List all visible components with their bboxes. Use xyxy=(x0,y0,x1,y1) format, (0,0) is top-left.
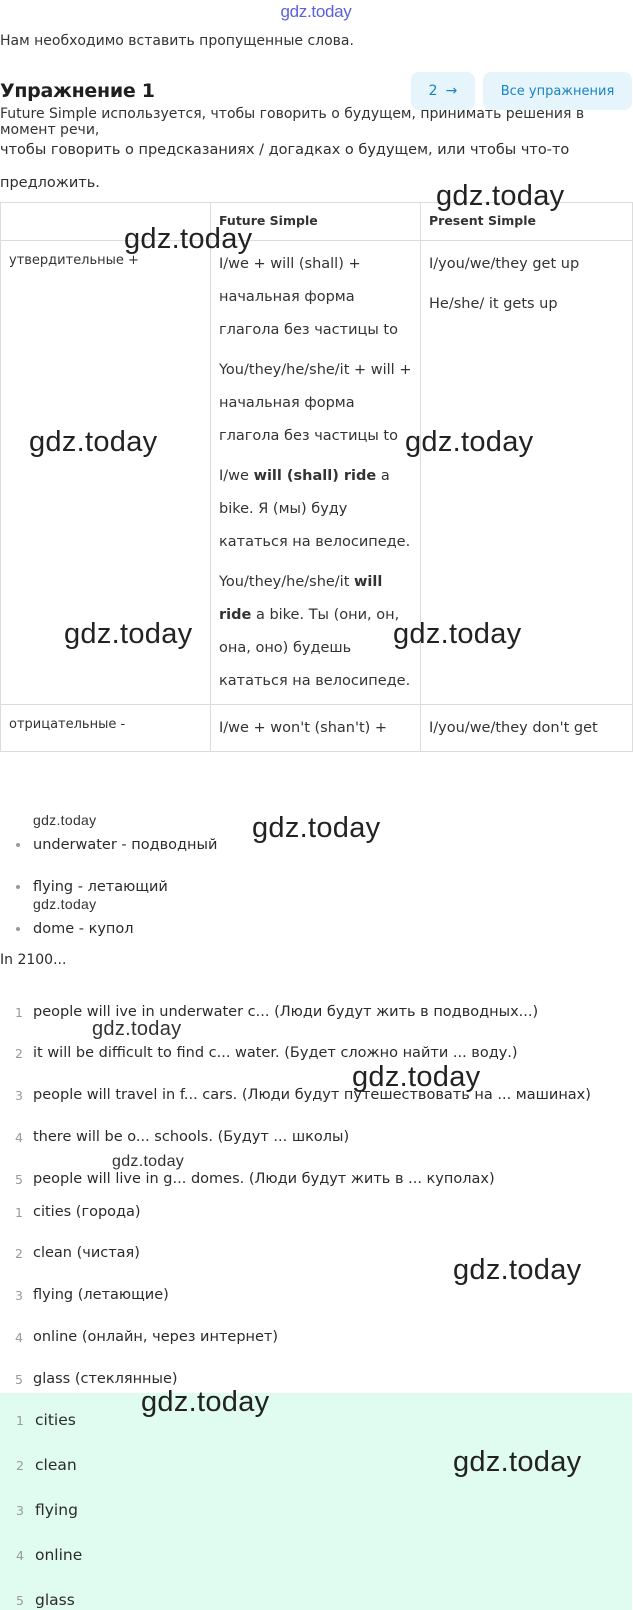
paragraph-text: чтобы говорить о предсказаниях / догадках о будущем, или чтобы что-то предложить. xyxy=(0,142,570,191)
bullet-icon xyxy=(16,843,20,847)
table-header-cell: Future Simple xyxy=(211,203,421,241)
exercise-title: Упражнение 1 xyxy=(0,80,155,102)
present-simple-cell xyxy=(421,241,633,705)
rule-text: I/we + won't (shan't) + xyxy=(219,720,388,736)
table-header-cell: Present Simple xyxy=(421,203,633,241)
watermark: gdz.today xyxy=(33,896,97,912)
table-row xyxy=(1,705,633,752)
intro-text: Нам необходимо вставить пропущенные слова. xyxy=(0,33,354,49)
rule-text: I/you/we/they don't get xyxy=(429,720,598,736)
future-simple-cell xyxy=(211,241,421,705)
future-simple-cell xyxy=(211,705,421,752)
next-exercise-label: 2 xyxy=(428,83,438,99)
site-logo[interactable]: gdz.today xyxy=(280,2,352,21)
rule-text: He/she/ it gets up xyxy=(429,296,558,312)
example-text: You/they/he/she/it will ride a bike. Ты (они, он, она, оно) будешь кататься на велосипеде. xyxy=(219,574,411,689)
bullet-icon xyxy=(16,927,20,931)
row-type-cell: утвердительные + xyxy=(1,241,211,705)
next-exercise-button[interactable] xyxy=(411,72,475,110)
grammar-table-wrap xyxy=(0,202,632,827)
present-simple-cell xyxy=(421,705,633,752)
rule-text: You/they/he/she/it + will + начальная форма глагола без частицы to xyxy=(219,362,412,444)
watermark: gdz.today xyxy=(352,1061,481,1093)
row-type-cell: отрицательные - xyxy=(1,705,211,752)
table-header-row xyxy=(1,203,633,241)
paragraph-cut-line: Future Simple используется, чтобы говорить о будущем, принимать решения в момент речи, xyxy=(0,106,585,138)
grammar-table xyxy=(0,202,633,752)
answer-box: 1 cities 2 clean 3 flying 4 online 5 glass xyxy=(0,1393,632,1610)
watermark: gdz.today xyxy=(405,426,534,458)
rule-text: I/you/we/they get up xyxy=(429,256,580,272)
table-header-cell xyxy=(1,203,211,241)
bullet-icon xyxy=(16,885,20,889)
watermark: gdz.today xyxy=(141,1386,270,1418)
watermark: gdz.today xyxy=(124,223,253,255)
example-text: I/we will (shall) ride a bike. Я (мы) буду кататься на велосипеде. xyxy=(219,468,411,550)
rule-text: I/we + will (shall) + начальная форма глагола без частицы to xyxy=(219,256,398,338)
all-exercises-button[interactable]: Все упражнения xyxy=(483,72,632,110)
watermark: gdz.today xyxy=(453,1446,582,1478)
arrow-right-icon: → xyxy=(445,83,458,99)
year-heading: In 2100... xyxy=(0,952,67,968)
watermark: gdz.today xyxy=(453,1254,582,1286)
watermark: gdz.today xyxy=(393,618,522,650)
table-row xyxy=(1,241,633,705)
watermark: gdz.today xyxy=(33,812,97,828)
watermark: gdz.today xyxy=(92,1018,182,1040)
watermark: gdz.today xyxy=(64,618,193,650)
watermark: gdz.today xyxy=(436,180,565,212)
watermark: gdz.today xyxy=(252,812,381,844)
watermark: gdz.today xyxy=(112,1153,185,1170)
watermark: gdz.today xyxy=(29,426,158,458)
